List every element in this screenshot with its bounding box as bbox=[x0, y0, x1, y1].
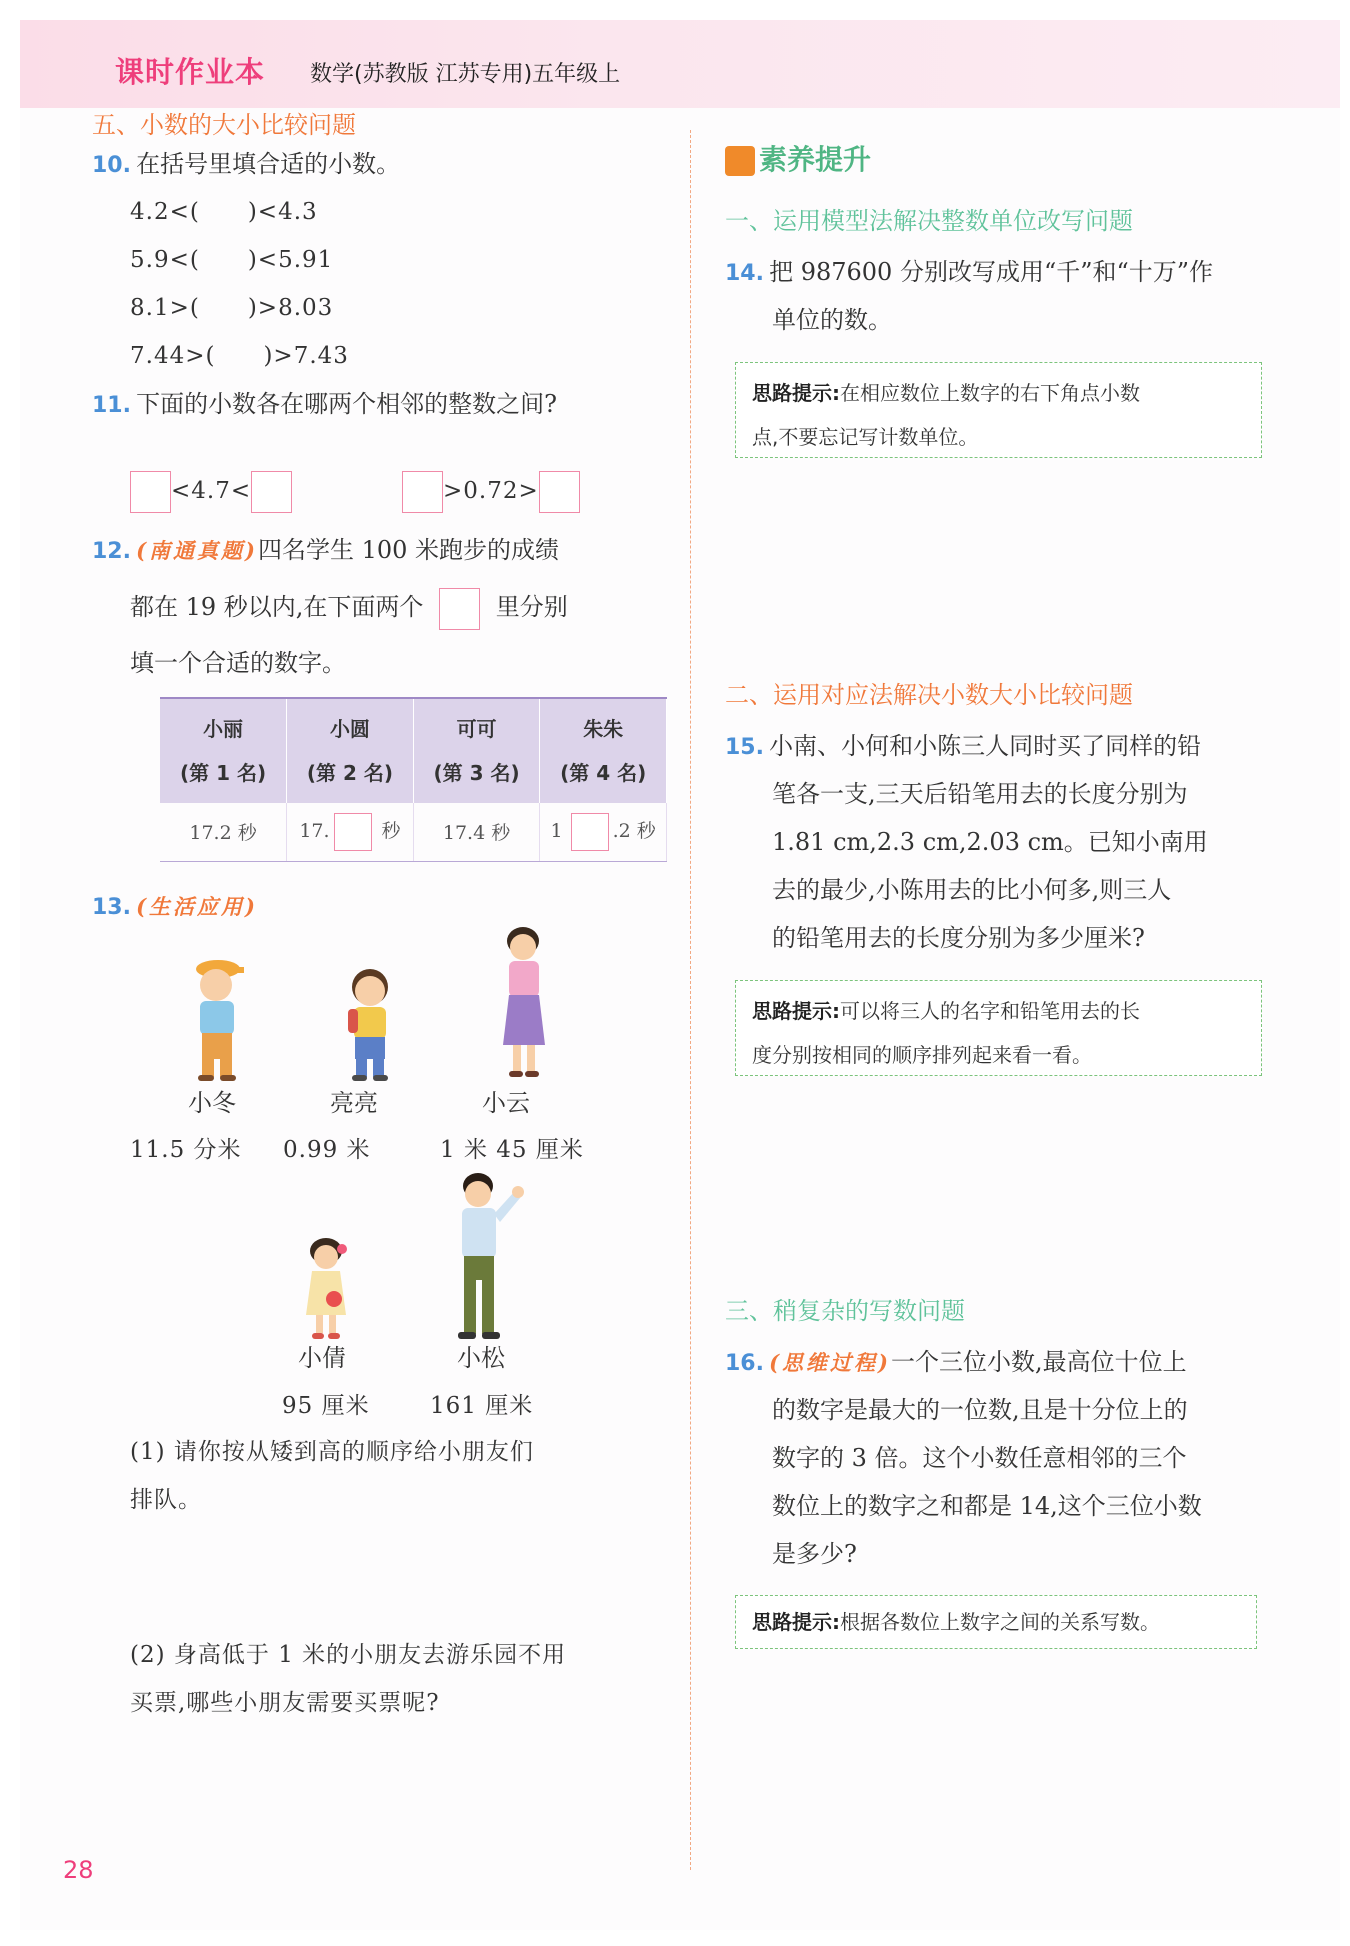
q10-line-2: 5.9<( )<5.91 bbox=[130, 247, 334, 273]
q11-a-relation: <4.7< bbox=[171, 478, 252, 504]
kid-name: 小松 bbox=[457, 1344, 505, 1372]
q13-part2-line1: (2) 身高低于 1 米的小朋友去游乐园不用 bbox=[130, 1642, 567, 1668]
q11 bbox=[92, 384, 557, 419]
hint-text: 度分别按相同的顺序排列起来看一看。 bbox=[752, 1043, 1092, 1067]
q16-line-2: 的数字是最大的一位数,且是十分位上的 bbox=[772, 1396, 1188, 1424]
q14-line-2: 单位的数。 bbox=[772, 306, 892, 334]
table-cell: 17.2 秒 bbox=[160, 803, 287, 861]
kid-name: 小云 bbox=[482, 1089, 530, 1117]
q11-number: 11. bbox=[92, 393, 131, 418]
kid-height: 1 米 45 厘米 bbox=[440, 1137, 584, 1163]
q10-line-4: 7.44>( )>7.43 bbox=[130, 343, 349, 369]
hint-text: 在相应数位上数字的右下角点小数 bbox=[840, 381, 1140, 405]
q13-part1-line1: (1) 请你按从矮到高的顺序给小朋友们 bbox=[130, 1439, 534, 1465]
q15-line-2: 笔各一支,三天后铅笔用去的长度分别为 bbox=[772, 780, 1188, 808]
q15-line-3: 1.81 cm,2.3 cm,2.03 cm。已知小南用 bbox=[772, 828, 1208, 856]
literacy-heading bbox=[725, 138, 871, 178]
student-name: 朱朱 bbox=[583, 717, 624, 741]
kid-height: 161 厘米 bbox=[430, 1393, 534, 1419]
header-band bbox=[20, 20, 1340, 108]
page-number: 28 bbox=[63, 1856, 94, 1884]
workbook-page bbox=[20, 20, 1340, 1930]
q15-line-4: 去的最少,小陈用去的比小何多,则三人 bbox=[772, 876, 1172, 904]
q15 bbox=[725, 726, 1201, 761]
student-name: 小丽 bbox=[203, 717, 244, 741]
table-cell: 17.4 秒 bbox=[413, 803, 540, 861]
q12 bbox=[92, 530, 559, 565]
section5-title: 五、小数的大小比较问题 bbox=[92, 111, 356, 139]
q16-line-5: 是多少? bbox=[772, 1540, 857, 1568]
hint-box-q16 bbox=[735, 1595, 1257, 1649]
hint-box-q15 bbox=[735, 980, 1262, 1076]
q16-line-4: 数位上的数字之和都是 14,这个三位小数 bbox=[772, 1492, 1202, 1520]
kid-name: 亮亮 bbox=[330, 1089, 378, 1117]
q10-line-1: 4.2<( )<4.3 bbox=[130, 199, 318, 225]
kid-height: 95 厘米 bbox=[282, 1393, 370, 1419]
kid-name: 小倩 bbox=[298, 1344, 346, 1372]
hint-box-q14 bbox=[735, 362, 1262, 458]
answer-box[interactable] bbox=[334, 813, 372, 851]
student-name: 小圆 bbox=[329, 717, 370, 741]
literacy-heading-text: 素养提升 bbox=[759, 143, 872, 176]
subject-title: 数学(苏教版 江苏专用)五年级上 bbox=[310, 62, 621, 87]
section1-title: 一、运用模型法解决整数单位改写问题 bbox=[725, 207, 1133, 235]
q11-group-b bbox=[402, 471, 580, 513]
cell-text: 1 bbox=[550, 819, 563, 842]
q12-line-2 bbox=[130, 587, 568, 630]
answer-box[interactable] bbox=[539, 471, 580, 513]
q10 bbox=[92, 144, 400, 179]
q10-text: 在括号里填合适的小数。 bbox=[136, 150, 401, 178]
q14 bbox=[725, 252, 1213, 287]
student-name: 可可 bbox=[456, 717, 497, 741]
hint-text: 点,不要忘记写计数单位。 bbox=[752, 425, 979, 449]
answer-box[interactable] bbox=[251, 471, 292, 513]
q14-number: 14. bbox=[725, 261, 764, 286]
q12-line-1: 四名学生 100 米跑步的成绩 bbox=[257, 536, 560, 564]
table-header-row bbox=[160, 698, 667, 803]
q15-number: 15. bbox=[725, 735, 764, 760]
kid-xiaosong-illustration bbox=[448, 1170, 528, 1350]
q10-number: 10. bbox=[92, 153, 131, 178]
answer-box[interactable] bbox=[571, 813, 609, 851]
hint-text: 可以将三人的名字和铅笔用去的长 bbox=[840, 999, 1140, 1023]
kid-xiaoyun-illustration bbox=[495, 925, 555, 1085]
q16-line-1: 一个三位小数,最高位十位上 bbox=[890, 1348, 1187, 1376]
literacy-badge-icon bbox=[725, 146, 755, 176]
hint-label: 思路提示: bbox=[752, 1610, 840, 1634]
q11-text: 下面的小数各在哪两个相邻的整数之间? bbox=[136, 390, 557, 418]
table-header-cell bbox=[540, 698, 667, 803]
kid-xiaodong-illustration bbox=[188, 955, 248, 1085]
q13-part1-line2: 排队。 bbox=[130, 1487, 202, 1513]
q13-part2-line2: 买票,哪些小朋友需要买票呢? bbox=[130, 1690, 440, 1716]
answer-box[interactable] bbox=[439, 588, 480, 630]
q12-line-3: 填一个合适的数字。 bbox=[130, 649, 346, 677]
student-rank: (第 2 名) bbox=[306, 761, 393, 785]
q10-line-3: 8.1>( )>8.03 bbox=[130, 295, 334, 321]
hint-text: 根据各数位上数字之间的关系写数。 bbox=[840, 1610, 1160, 1634]
q16 bbox=[725, 1342, 1187, 1377]
student-rank: (第 3 名) bbox=[433, 761, 520, 785]
q12-line-2b: 里分别 bbox=[495, 593, 568, 621]
student-rank: (第 4 名) bbox=[560, 761, 647, 785]
table-row bbox=[160, 803, 667, 861]
race-results-table bbox=[160, 697, 667, 862]
q11-group-a bbox=[130, 471, 292, 513]
table-header-cell bbox=[413, 698, 540, 803]
student-rank: (第 1 名) bbox=[180, 761, 267, 785]
cell-text: .2 秒 bbox=[612, 819, 656, 842]
q12-number: 12. bbox=[92, 539, 131, 564]
q14-line-1: 把 987600 分别改写成用“千”和“十万”作 bbox=[769, 258, 1214, 286]
q13 bbox=[92, 891, 258, 921]
answer-box[interactable] bbox=[402, 471, 443, 513]
q12-line-2a: 都在 19 秒以内,在下面两个 bbox=[130, 593, 424, 621]
q15-line-1: 小南、小何和小陈三人同时买了同样的铅 bbox=[769, 732, 1202, 760]
section3-title: 三、稍复杂的写数问题 bbox=[725, 1297, 965, 1325]
hint-label: 思路提示: bbox=[752, 381, 840, 405]
table-cell bbox=[540, 803, 667, 861]
answer-box[interactable] bbox=[130, 471, 171, 513]
q12-tag: (南通真题) bbox=[136, 538, 258, 563]
table-cell bbox=[287, 803, 414, 861]
hint-label: 思路提示: bbox=[752, 999, 840, 1023]
cell-text: 17. bbox=[299, 819, 330, 842]
kid-liangliang-illustration bbox=[340, 965, 400, 1085]
kid-xiaoqian-illustration bbox=[298, 1235, 358, 1345]
kid-name: 小冬 bbox=[188, 1089, 236, 1117]
cell-text: 秒 bbox=[381, 819, 401, 842]
column-divider bbox=[690, 130, 691, 1870]
table-header-cell bbox=[287, 698, 414, 803]
kid-height: 11.5 分米 bbox=[130, 1137, 242, 1163]
brand-title: 课时作业本 bbox=[115, 55, 266, 89]
q16-tag: (思维过程) bbox=[769, 1350, 891, 1375]
kid-height: 0.99 米 bbox=[283, 1137, 371, 1163]
q13-tag: (生活应用) bbox=[136, 894, 258, 919]
q13-number: 13. bbox=[92, 895, 131, 920]
q15-line-5: 的铅笔用去的长度分别为多少厘米? bbox=[772, 924, 1145, 952]
q11-b-relation: >0.72> bbox=[443, 478, 539, 504]
q16-number: 16. bbox=[725, 1351, 764, 1376]
section2-title: 二、运用对应法解决小数大小比较问题 bbox=[725, 681, 1133, 709]
q16-line-3: 数字的 3 倍。这个小数任意相邻的三个 bbox=[772, 1444, 1187, 1472]
table-header-cell bbox=[160, 698, 287, 803]
